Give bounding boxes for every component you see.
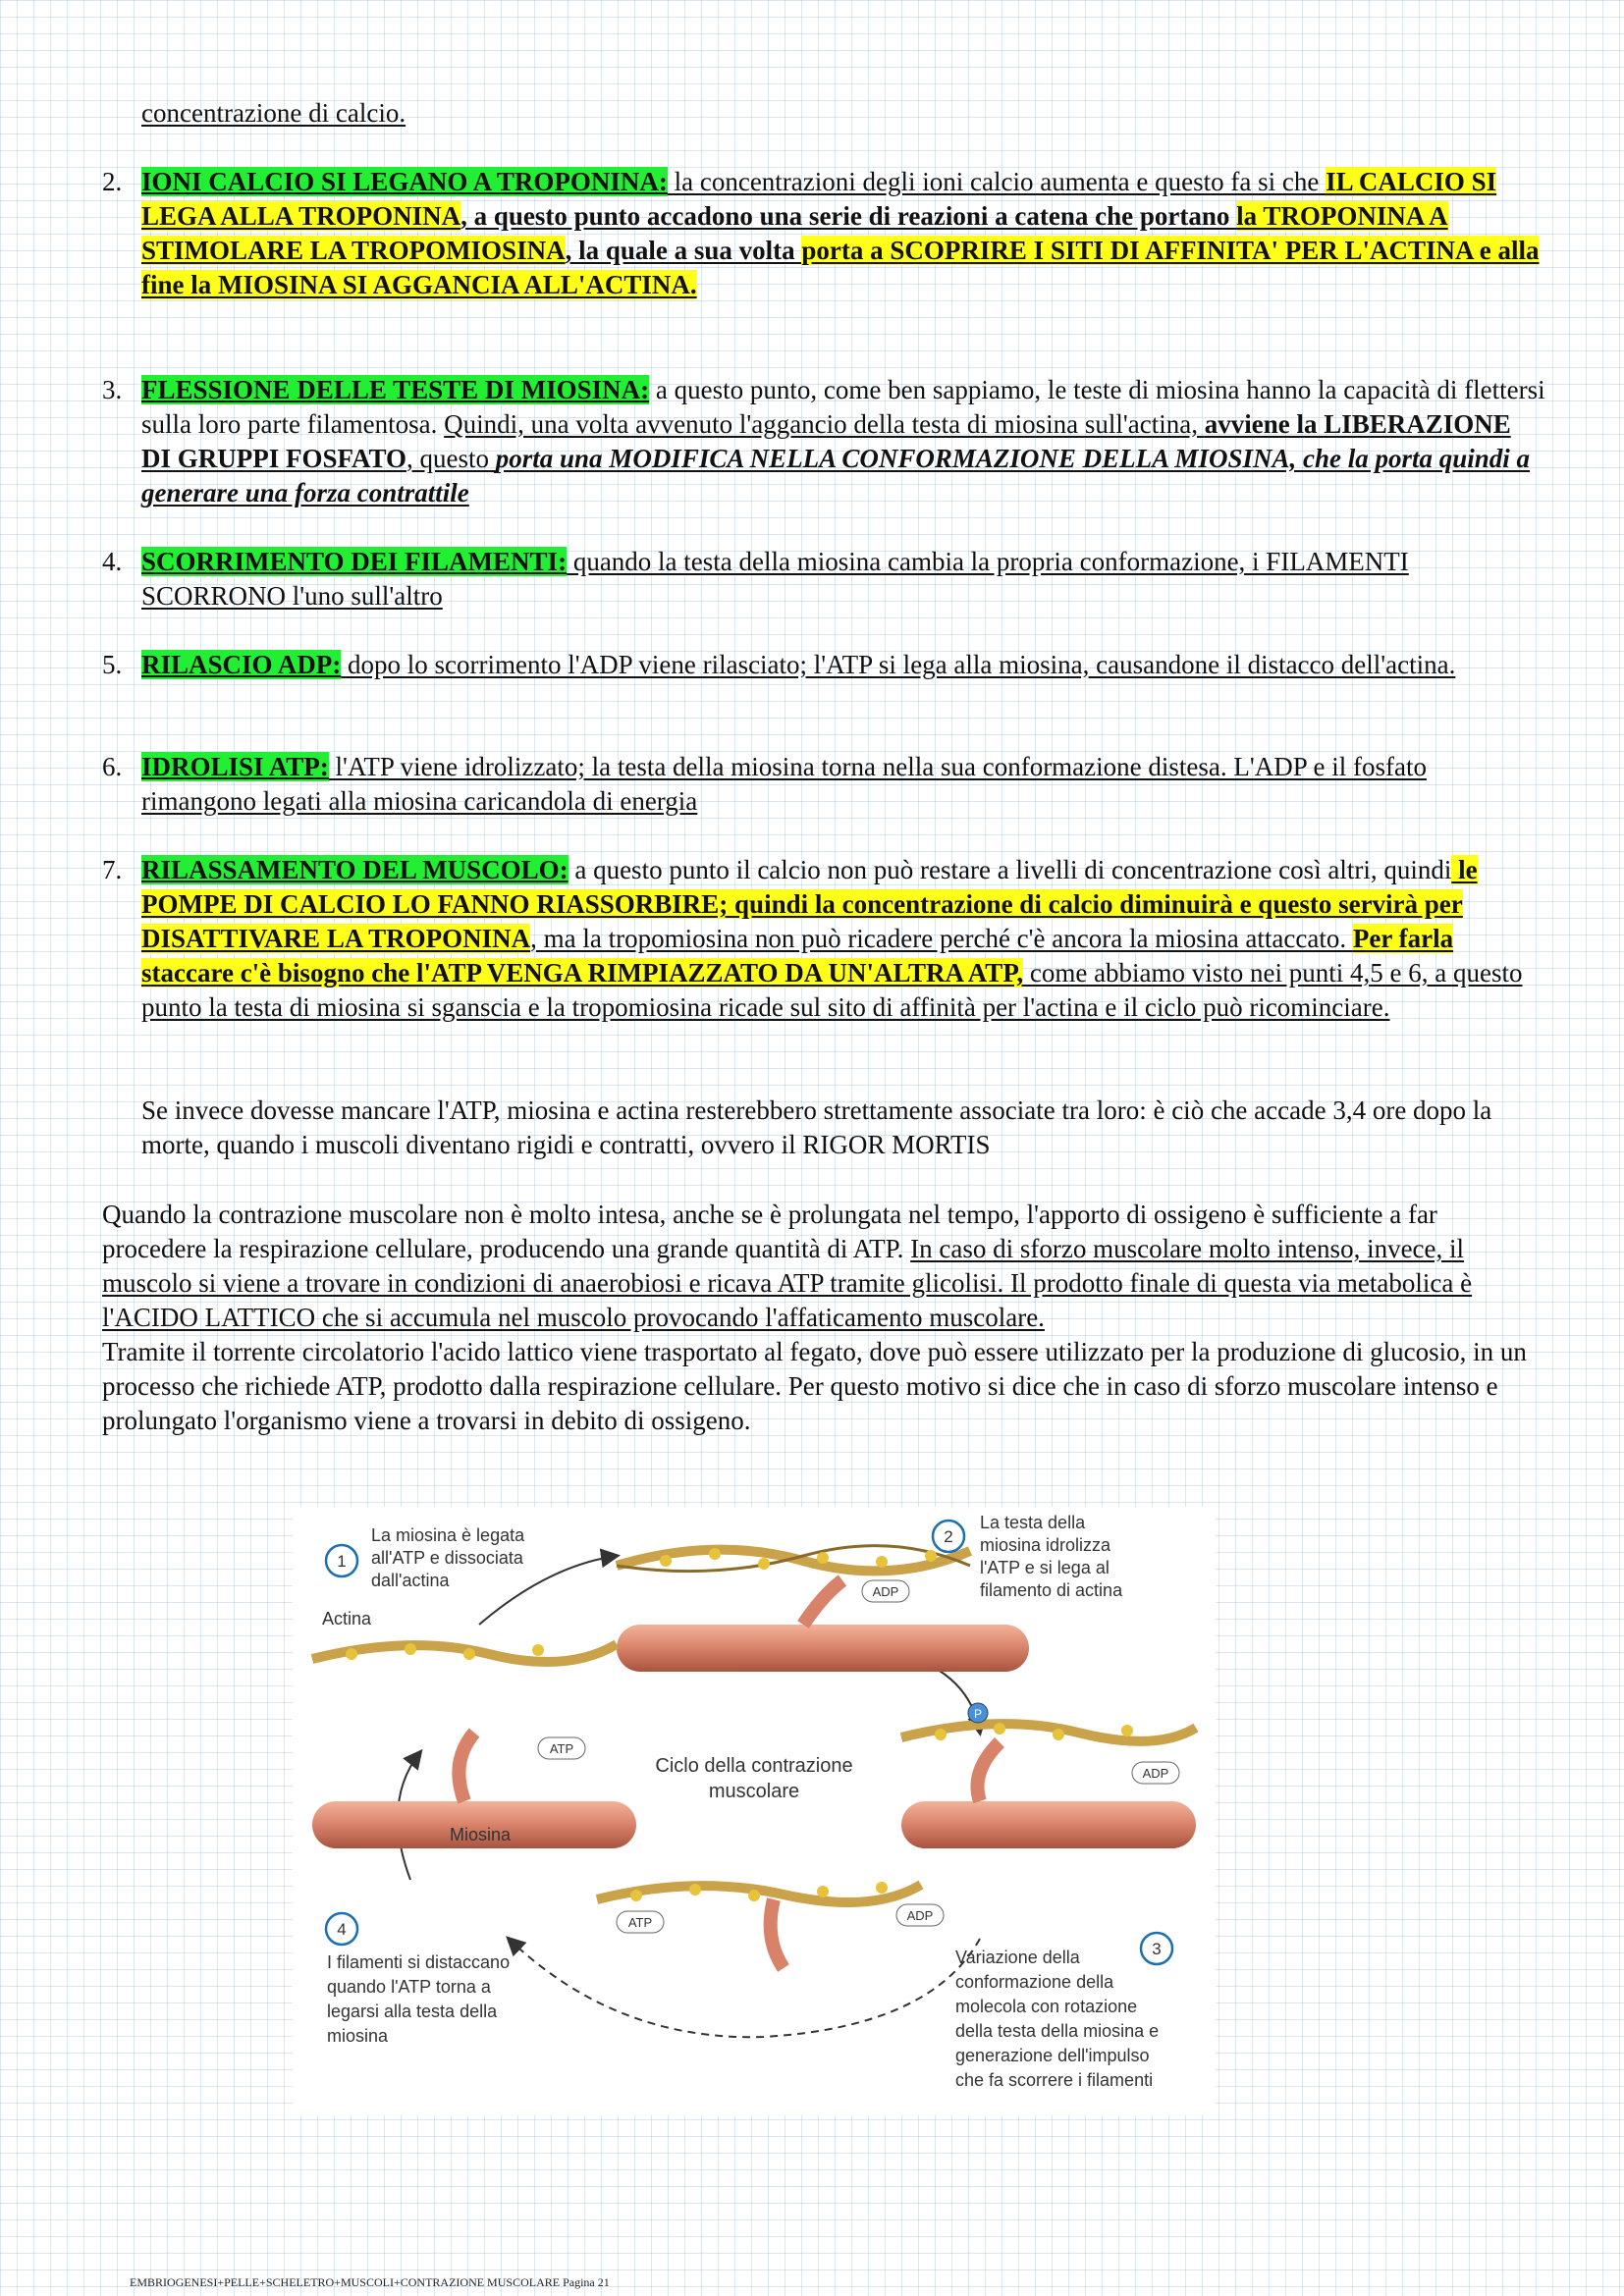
step-3-text-5: porta una MODIFICA NELLA CONFORMAZIONE DELLA MIOSINA, che la porta quindi a generare una forza contrattile xyxy=(141,444,1531,507)
step-7-text-5: come abbiamo visto nei punti 4,5 e 6, a questo punto la testa di miosina si sganscia e la tropomiosina ricade sul sito di affinità per l'actina e il ciclo può ricominciare. xyxy=(141,958,1523,1022)
adp-badge-top xyxy=(862,1580,909,1602)
myosin-filament-top xyxy=(617,1625,1029,1672)
step-4-caption-2: quando l'ATP torna a xyxy=(327,1977,491,1997)
step-7-text-3: , ma la tropomiosina non può ricadere perché c'è ancora la miosina attaccato. xyxy=(530,924,1353,953)
step-2-text-5: , la quale a sua volta xyxy=(565,236,802,265)
step-2-number: 2. xyxy=(102,167,123,196)
oxygen-text-2: In caso di sforzo muscolare molto intenso, invece, il muscolo si viene a trovare in condizioni di anaerobiosi e ricava ATP tramite glicolisi. Il prodotto finale di questa via metabolica è l'ACIDO LATTICO che si accumula nel muscolo provocando l'affaticamento muscolare. xyxy=(102,1234,1473,1332)
actin-filament-top xyxy=(617,1546,970,1572)
step-5-title: RILASCIO ADP: xyxy=(141,650,342,679)
step-4-caption-4: miosina xyxy=(327,2026,389,2046)
step-1-number-label: 1 xyxy=(337,1552,347,1571)
adp-label-right: ADP xyxy=(1142,1766,1169,1781)
intro-text: concentrazione di calcio. xyxy=(141,98,406,128)
step-1-caption-3: dall'actina xyxy=(371,1571,450,1590)
adp-badge-bottom xyxy=(896,1904,944,1926)
step-2-title: IONI CALCIO SI LEGANO A TROPONINA: xyxy=(141,167,668,196)
atp-badge-bottom xyxy=(617,1911,664,1933)
step-2-caption-3: l'ATP e si lega al xyxy=(980,1558,1110,1577)
step-2-caption-1: La testa della xyxy=(980,1513,1086,1532)
step-4-caption-3: legarsi alla testa della xyxy=(327,2002,498,2021)
rigor-paragraph xyxy=(102,1094,1545,1162)
cycle-arrow-3 xyxy=(509,1939,980,2037)
step-3-caption-5: generazione dell'impulso xyxy=(955,2046,1150,2065)
phosphate-badge xyxy=(968,1703,988,1723)
lactic-acid-text: Tramite il torrente circolatorio l'acido lattico viene trasportato al fegato, dove può essere utilizzato per la produzione di glucosio, in un processo che richiede ATP, prodotto dalla respirazione cellulare. Per questo motivo si dice che in caso di sforzo muscolare intenso e prolungato l'organismo viene a trovarsi in debito di ossigeno. xyxy=(102,1337,1527,1435)
step-6-title: IDROLISI ATP: xyxy=(141,752,329,781)
step-5-number: 5. xyxy=(102,650,123,679)
step-1-caption-2: all'ATP e dissociata xyxy=(371,1548,523,1568)
step-4-title: SCORRIMENTO DEI FILAMENTI: xyxy=(141,547,568,576)
rigor-text: Se invece dovesse mancare l'ATP, miosina e actina resterebbero strettamente associate tra loro: è ciò che accade 3,4 ore dopo la morte, quando i muscoli diventano rigidi e contratti, ovvero il RIGOR MORTIS xyxy=(141,1095,1492,1159)
step-1-caption-1: La miosina è legata xyxy=(371,1525,525,1545)
myosin-head-left xyxy=(459,1733,474,1801)
step-2-text-3: , a questo punto accadono una serie di reazioni a catena che portano xyxy=(460,201,1237,231)
step-7 xyxy=(102,853,1545,1025)
page-footer: EMBRIOGENESI+PELLE+SCHELETRO+MUSCOLI+CONTRAZIONE MUSCOLARE Pagina 21 xyxy=(130,2275,610,2289)
myosin-filament-right xyxy=(901,1801,1196,1848)
step-3-text-4: , questo xyxy=(406,444,496,473)
step-2-text-2: IL CALCIO SI LEGA ALLA TROPONINA xyxy=(141,167,1497,231)
center-title-line-1: Ciclo della contrazione xyxy=(655,1755,853,1777)
step-2-text-1: la concentrazioni degli ioni calcio aumenta e questo fa si che xyxy=(667,167,1326,196)
step-3-caption-1: Variazione della xyxy=(955,1948,1080,1967)
step-3 xyxy=(102,373,1545,510)
step-2-caption-4: filamento di actina xyxy=(980,1580,1123,1600)
atp-badge-left xyxy=(538,1737,585,1759)
step-6 xyxy=(102,750,1545,819)
step-3-caption-6: che fa scorrere i filamenti xyxy=(955,2070,1154,2090)
myosin-head-bottom xyxy=(771,1899,784,1968)
step-5 xyxy=(102,648,1545,682)
step-3-caption-4: della testa della miosina e xyxy=(955,2021,1160,2041)
step-7-text-1: a questo punto il calcio non può restare a livelli di concentrazione così altri, quindi xyxy=(568,855,1452,884)
step-2-number-label: 2 xyxy=(944,1527,953,1546)
atp-label-bottom: ATP xyxy=(627,1915,653,1930)
oxygen-paragraph xyxy=(102,1198,1545,1438)
step-3-caption-3: molecola con rotazione xyxy=(955,1997,1138,2016)
step-4-number-label: 4 xyxy=(337,1920,347,1939)
step-4 xyxy=(102,545,1545,614)
intro-line xyxy=(102,96,1545,131)
step-2-text-4: la TROPONINA A STIMOLARE LA TROPOMIOSINA xyxy=(141,201,1448,265)
step-3-text-1: a questo punto, come ben sappiamo, le teste di miosina hanno la capacità di flettersi sulla loro parte filamentosa. xyxy=(141,375,1545,439)
step-6-number: 6. xyxy=(102,752,123,781)
step-3-caption-2: conformazione della xyxy=(955,1972,1114,1992)
step-2 xyxy=(102,165,1545,302)
atp-label-left: ATP xyxy=(549,1741,574,1756)
step-7-text-2: le POMPE DI CALCIO LO FANNO RIASSORBIRE; quindi la concentrazione di calcio diminuirà e questo servirà per DISATTIVARE LA TROPONINA xyxy=(141,855,1478,953)
oxygen-text-1: Quando la contrazione muscolare non è molto intesa, anche se è prolungata nel tempo, l'apporto di ossigeno è sufficiente a far procedere la respirazione cellulare, producendo una grande quantità di ATP. xyxy=(102,1200,1437,1263)
label-actina: Actina xyxy=(322,1609,372,1629)
step-3-text-2: Quindi, una volta avvenuto l'aggancio della testa di miosina sull'actina, xyxy=(444,409,1205,439)
contraction-cycle-diagram xyxy=(293,1507,1216,2115)
step-3-title: FLESSIONE DELLE TESTE DI MIOSINA: xyxy=(141,375,650,404)
step-7-title: RILASSAMENTO DEL MUSCOLO: xyxy=(141,855,568,884)
adp-badge-right xyxy=(1132,1762,1179,1784)
step-7-number: 7. xyxy=(102,855,123,884)
center-title-line-2: muscolare xyxy=(708,1781,800,1802)
myosin-head-top xyxy=(803,1580,842,1625)
step-4-caption-1: I filamenti si distaccano xyxy=(327,1952,511,1972)
step-3-text-3: avviene la LIBERAZIONE DI GRUPPI FOSFATO xyxy=(141,409,1511,473)
myosin-head-right xyxy=(978,1742,1001,1801)
label-miosina: Miosina xyxy=(450,1825,512,1844)
step-2-text-6: porta a SCOPRIRE I SITI DI AFFINITA' PER L'ACTINA e alla fine la MIOSINA SI AGGANCIA ALL'ACTINA. xyxy=(141,236,1540,299)
step-2-caption-2: miosina idrolizza xyxy=(980,1535,1111,1555)
step-7-text-4: Per farla staccare c'è bisogno che l'ATP VENGA RIMPIAZZATO DA UN'ALTRA ATP, xyxy=(141,924,1454,988)
actin-filament-right xyxy=(901,1723,1196,1741)
step-6-text: l'ATP viene idrolizzato; la testa della miosina torna nella sua conformazione distesa. L'ADP e il fosfato rimangono legati alla miosina caricandola di energia xyxy=(141,752,1427,816)
adp-label-bottom: ADP xyxy=(906,1908,934,1923)
adp-label-top: ADP xyxy=(872,1584,899,1599)
step-3-number: 3. xyxy=(102,375,123,404)
step-3-number-label: 3 xyxy=(1152,1940,1162,1958)
step-5-text: dopo lo scorrimento l'ADP viene rilasciato; l'ATP si lega alla miosina, causandone il distacco dell'actina. xyxy=(341,650,1456,679)
actin-filament-left xyxy=(312,1643,617,1662)
step-4-text: quando la testa della miosina cambia la propria conformazione, i FILAMENTI SCORRONO l'uno sull'altro xyxy=(141,547,1409,611)
actin-filament-bottom xyxy=(597,1882,921,1902)
phosphate-label: P xyxy=(973,1707,983,1721)
step-4-number: 4. xyxy=(102,547,123,576)
